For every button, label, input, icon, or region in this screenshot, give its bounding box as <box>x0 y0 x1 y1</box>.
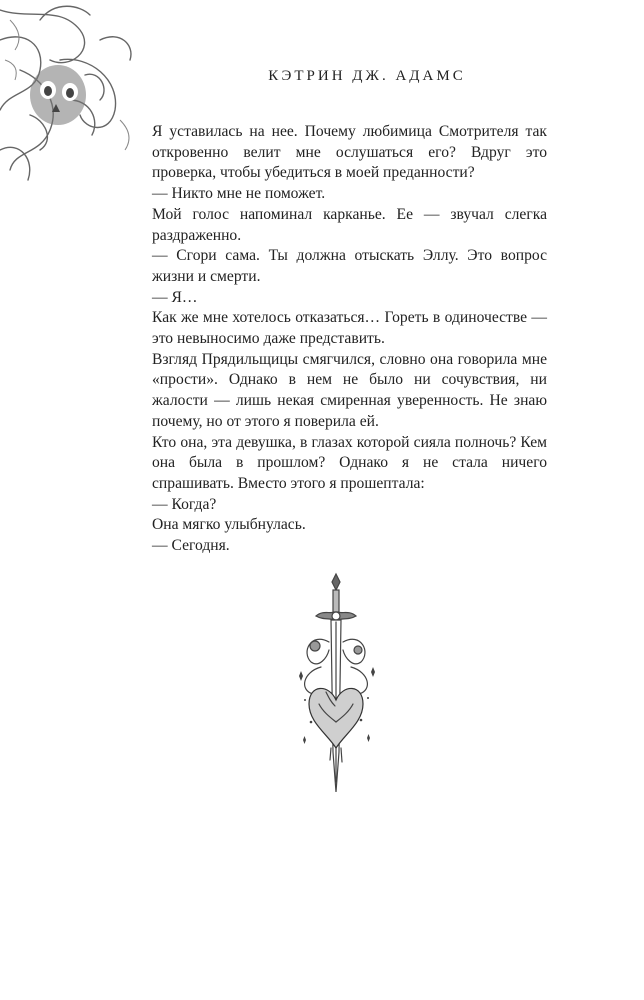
paragraph: — Я… <box>152 288 198 306</box>
body-text <box>152 122 547 557</box>
paragraph: Кто она, эта девушка, в глазах которой сияла полночь? Кем она была в прошлом? Однако я не стала ничего спрашивать. Вместо этого я прошептала: <box>152 433 547 492</box>
paragraph: — Сгори сама. Ты должна отыскать Эллу. Это вопрос жизни и смерти. <box>152 247 547 285</box>
paragraph: Она мягко улыбнулась. <box>152 516 306 534</box>
paragraph: Я уставилась на нее. Почему любимица Смотрителя так откровенно велит мне ослушаться его? Вдруг это проверка, чтобы убедиться в моей преданности? <box>152 123 547 182</box>
paragraph: Как же мне хотелось отказаться… Гореть в одиночестве — это невыносимо даже представить. <box>152 309 547 348</box>
paragraph: — Когда? <box>152 495 217 513</box>
running-head-author: КЭТРИН ДЖ. АДАМС <box>268 68 466 84</box>
paragraph: Мой голос напоминал карканье. Ее — звучал слегка раздраженно. <box>152 205 547 244</box>
paragraph: — Никто мне не поможет. <box>152 185 326 203</box>
floral-corner-ornament <box>0 0 150 200</box>
paragraph: — Сегодня. <box>152 537 230 555</box>
dagger-heart-vignette <box>291 572 381 794</box>
paragraph: Взгляд Прядильщицы смягчился, словно она говорила мне «прости». Однако в нем не было ни сочувствия, ни жалости — лишь некая смиренная уверенность. Не знаю почему, но от этого я поверила ей. <box>152 350 547 430</box>
